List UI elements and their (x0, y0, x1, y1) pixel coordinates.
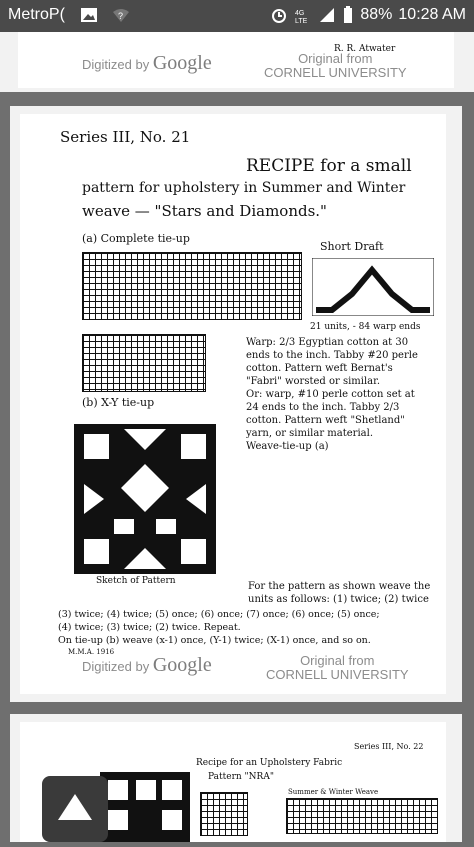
units-caption: 21 units, - 84 warp ends (310, 322, 421, 332)
series-label: Series III, No. 21 (60, 128, 191, 146)
next-draft-grid (286, 798, 438, 834)
warp-line: 24 ends to the inch. Tabby 2/3 (246, 402, 400, 413)
scroll-up-button[interactable] (42, 776, 108, 842)
signal-icon (318, 6, 336, 24)
carrier-label: MetroP( (8, 6, 65, 23)
image-notification-icon (80, 6, 98, 24)
top-page-card (18, 32, 454, 88)
original-from-label: Original from (300, 653, 375, 668)
xy-tieup-grid (82, 334, 206, 392)
next-subtitle: Summer & Winter Weave (288, 788, 379, 796)
instructions-line: units as follows: (1) twice; (2) twice (248, 594, 429, 605)
next-tieup-grid (200, 792, 248, 836)
status-right (270, 6, 466, 24)
digitized-label: Digitized by (82, 57, 150, 72)
xy-tieup-label: (b) X-Y tie-up (82, 396, 155, 409)
status-bar (0, 0, 474, 32)
warp-line: yarn, or similar material. (246, 428, 373, 439)
next-pattern-sketch (100, 772, 190, 842)
digitized-label: Digitized by (82, 659, 150, 674)
warp-text-block (246, 336, 442, 453)
svg-text:LTE: LTE (295, 18, 308, 24)
battery-percent: 88% (360, 6, 393, 23)
main-page-card[interactable] (20, 114, 446, 694)
title-line-2: pattern for upholstery in Summer and Winter (82, 180, 406, 196)
source-label: CORNELL UNIVERSITY (266, 667, 409, 682)
main-page (10, 106, 462, 702)
top-original-footer (264, 52, 407, 80)
next-title-line-1: Recipe for an Upholstery Fabric (196, 758, 343, 768)
complete-tieup-grid (82, 252, 302, 320)
complete-tieup-label: (a) Complete tie-up (82, 232, 190, 245)
clock: 10:28 AM (398, 6, 466, 23)
warp-line: ends to the inch. Tabby #20 perle (246, 350, 418, 361)
pattern-sketch (74, 424, 216, 574)
short-draft-diagram (312, 258, 434, 316)
title-line-1: RECIPE for a small (246, 156, 412, 176)
top-digitized-footer (82, 52, 212, 75)
source-label: CORNELL UNIVERSITY (264, 65, 407, 80)
original-from-label: Original from (298, 51, 373, 66)
sketch-caption: Sketch of Pattern (96, 576, 176, 586)
google-logo-text: Google (152, 654, 212, 676)
bottom-line: (3) twice; (4) twice; (5) once; (6) once; (7) once; (6) once; (5) once; (58, 609, 380, 620)
top-page (0, 32, 474, 92)
warp-line: Weave-tie-up (a) (246, 441, 329, 452)
next-series-label: Series III, No. 22 (354, 742, 424, 751)
bottom-line: (4) twice; (3) twice; (2) twice. Repeat. (58, 622, 241, 633)
up-arrow-icon (42, 776, 108, 842)
warp-line: cotton. Pattern weft "Shetland" (246, 415, 405, 426)
main-original-footer (266, 654, 409, 682)
main-digitized-footer (82, 654, 212, 677)
title-line-3: weave — "Stars and Diamonds." (82, 202, 327, 220)
bottom-line: On tie-up (b) weave (x-1) once, (Y-1) twice; (X-1) once, and so on. (58, 635, 371, 646)
top-attribution: R. R. Atwater (334, 44, 396, 54)
battery-icon (342, 6, 354, 24)
wifi-question-icon (112, 6, 130, 24)
short-draft-label: Short Draft (320, 240, 384, 253)
lte-icon (294, 6, 312, 24)
alarm-icon (270, 6, 288, 24)
initials: M.M.A. 1916 (68, 648, 115, 656)
svg-text:4G: 4G (295, 10, 305, 17)
instructions-line: For the pattern as shown weave the (248, 581, 431, 592)
warp-line: cotton. Pattern weft Bernat's (246, 363, 393, 374)
warp-line: Or: warp, #10 perle cotton set at (246, 389, 415, 400)
warp-line: "Fabri" worsted or similar. (246, 376, 380, 387)
warp-line: Warp: 2/3 Egyptian cotton at 30 (246, 337, 409, 348)
svg-text:?: ? (118, 11, 124, 21)
google-logo-text: Google (152, 52, 212, 74)
next-title-line-2: Pattern "NRA" (208, 772, 274, 782)
